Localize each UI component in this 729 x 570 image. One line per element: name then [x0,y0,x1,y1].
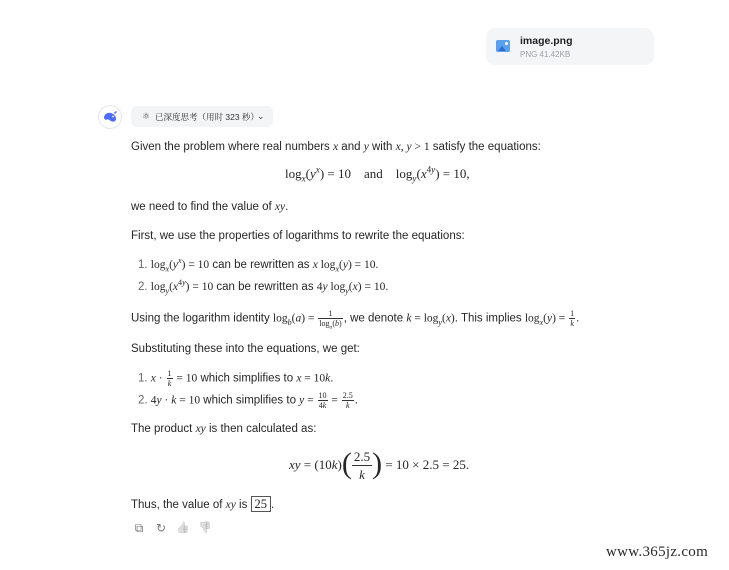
answer-paragraph-need: we need to find the value of xy. [131,201,289,213]
answer-paragraph-identity: Using the logarithm identity $\log_b(a)$ = $\frac{1}{\log_a(b)}$ , we denote $k = \log_y(x)$. This implies $\log_x(y)$ = $\frac{1}{k}$ . [131,309,580,331]
image-file-icon [496,40,510,52]
assistant-avatar [98,105,122,129]
boxed-result: 25 [251,496,272,512]
equation-display-1: $\log_x(y^x) = 10$ and $\log_y(x^{4y}) = 10$, [285,164,470,184]
answer-paragraph-thus: Thus, the value of xy is 25 . [131,497,275,511]
atom-icon: ⚛ [142,111,151,121]
answer-paragraph-intro: Given the problem where real numbers x and y with x, y > 1 satisfy the equations: [131,141,541,153]
answer-paragraph-product: The product xy is then calculated as: [131,423,317,435]
equation-display-2: xy = (10k)( $\frac{2.5}{k}$ ) = 10 × 2.5 = 25. [289,446,470,483]
copy-icon[interactable]: ⧉ [134,521,144,535]
answer-paragraph-substitute: Substituting these into the equations, we get: [131,343,360,355]
regenerate-icon[interactable]: ↻ [155,521,167,535]
answer-paragraph-first: First, we use the properties of logarithms to rewrite the equations: [131,230,465,242]
watermark: www.365jz.com [606,544,709,560]
chevron-down-icon: ⌄ [257,111,265,121]
list-item: 2. 4y · k = 10 which simplifies to y = $\frac{10}{4k}$ = $\frac{2.5}{k}$ . [138,391,358,410]
attachment-card[interactable] [486,28,654,65]
list-item: 2. $\log_y(x^{4y}) = 10$ can be rewritten as 4y $\log_y(x) = 10$. [138,278,389,296]
deep-think-toggle[interactable] [131,106,273,127]
thumbs-up-icon[interactable]: 👍 [176,522,190,534]
thumbs-down-icon[interactable]: 👎 [198,522,212,534]
attachment-filename: image.png [520,35,573,47]
list-item: 1. $\log_x(y^x) = 10$ can be rewritten as x $\log_x(y) = 10$. [138,256,379,274]
list-item: 1. x · $\frac{1}{k}$ = 10 which simplifies to x = 10k. [138,369,334,388]
deep-think-label: 已深度思考（用时 323 秒） [155,112,259,122]
whale-logo-icon [99,106,121,128]
attachment-meta: PNG 41.42KB [520,50,571,59]
